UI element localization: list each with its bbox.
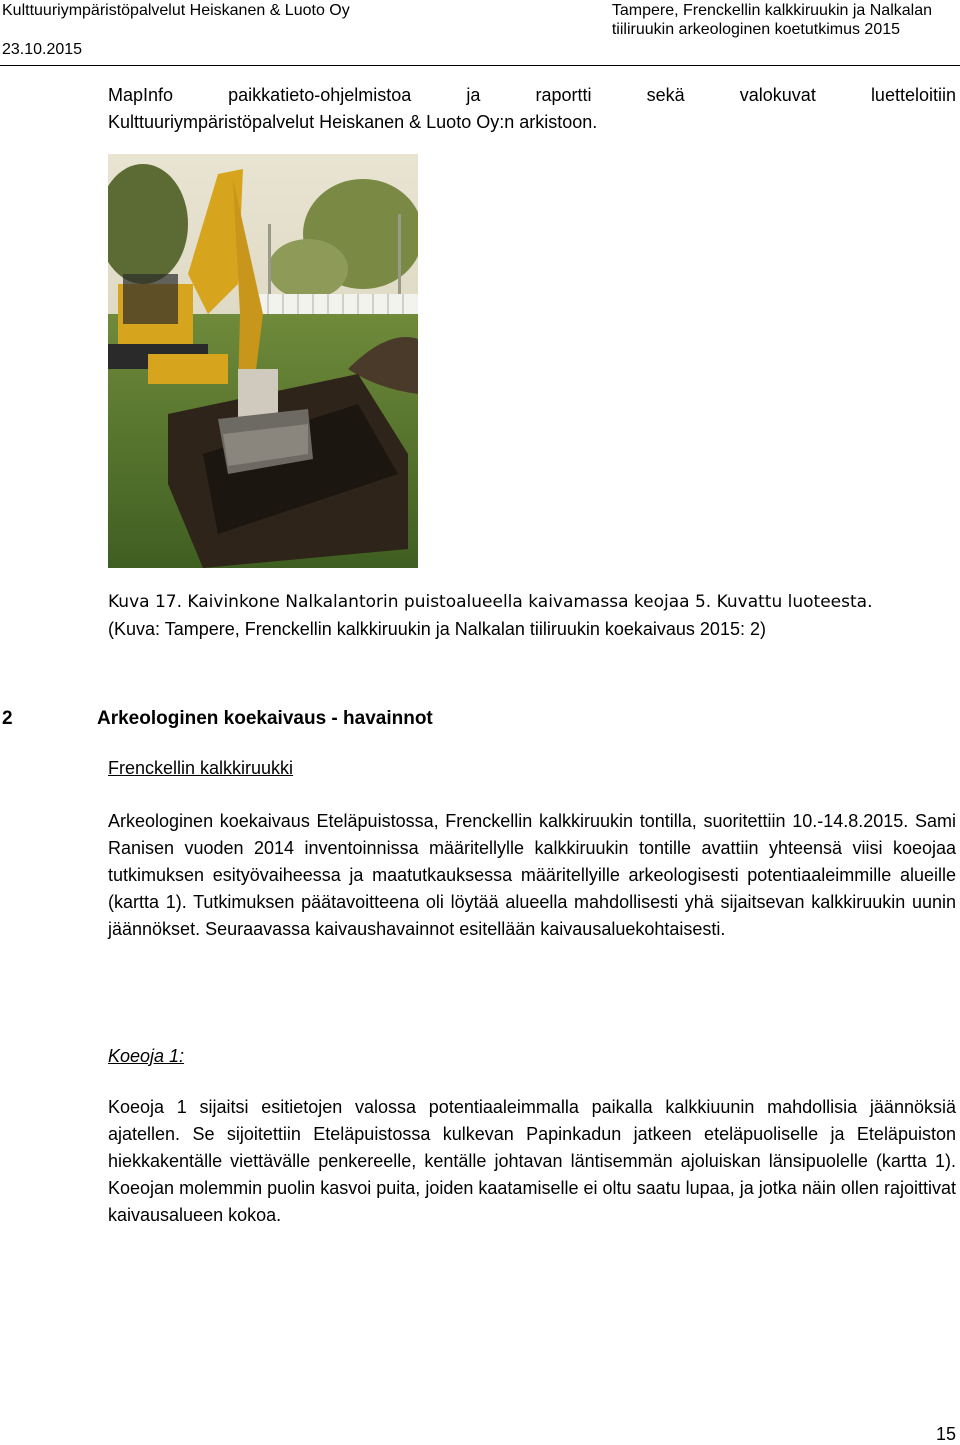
figure-caption [108, 589, 956, 643]
section-title: Arkeologinen koekaivaus - havainnot [97, 708, 433, 729]
header-report-title-line1: Tampere, Frenckellin kalkkiruukin ja Nalkalan [611, 2, 932, 19]
section-paragraph: Arkeologinen koekaivaus Eteläpuistossa, Frenckellin kalkkiruukin tontilla, suoritettiin 10.-14.8.2015. Sami Ranisen vuoden 2014 inventoinnissa määritellylle kalkkiruukin tontille avattiin yhteensä viisi koeojaa tutkimuksen esityövaiheessa ja maatutkauksessa määritellyille arkeologisesti potentiaaleimmille alueille (kartta 1). Tutkimuksen päätavoitteena oli löytää alueella mahdollisesti yhä sijaitsevan kalkkiruukin uunin jäännökset. Seuraavassa kaivaushavainnot esitellään kaivausaluekohtaisesti. [108, 811, 956, 939]
figure-caption-line2: (Kuva: Tampere, Frenckellin kalkkiruukin ja Nalkalan tiiliruukin koekaivaus 2015: 2) [108, 619, 766, 639]
page-number: 15 [935, 1424, 956, 1444]
excavator-photo [108, 154, 418, 568]
koeoja1-heading: Koeoja 1: [108, 1046, 185, 1066]
header-report-title-line2: tiiliruukin arkeologinen koetutkimus 2015 [611, 21, 901, 38]
intro-paragraph [108, 82, 956, 136]
intro-line1: MapInfo paikkatieto-ohjelmistoa ja raportti sekä valokuvat luetteloitiin [108, 85, 956, 105]
figure-caption-line1: Kuva 17. Kaivinkone Nalkalantorin puistoalueella kaivamassa keojaa 5. Kuvattu luoteesta. [108, 592, 873, 612]
header-divider [0, 65, 960, 66]
koeoja1-paragraph: Koeoja 1 sijaitsi esitietojen valossa potentiaaleimmalla paikalla kalkkiuunin mahdollisia jäännöksiä ajatellen. Se sijoitettiin Eteläpuistossa kulkevan Papinkadun jatkeen eteläpuoliselle ja Eteläpuiston hiekkakentälle viettävälle penkereelle, kentälle johtavan läntisemmän ajoluiskan länsipuolelle (kartta 1). Koeojan molemmin puolin kasvoi puita, joiden kaatamiselle ei oltu saatu lupaa, ja jotka näin ollen rajoittivat kaivausalueen kokoa. [108, 1097, 956, 1225]
header-company: Kulttuuriympäristöpalvelut Heiskanen & Luoto Oy [2, 2, 350, 19]
header-report-title [612, 1, 932, 39]
section-subtitle: Frenckellin kalkkiruukki [108, 758, 294, 778]
intro-line2: Kulttuuriympäristöpalvelut Heiskanen & Luoto Oy:n arkistoon. [108, 112, 598, 132]
header-date: 23.10.2015 [2, 41, 83, 58]
section-number: 2 [2, 708, 13, 729]
